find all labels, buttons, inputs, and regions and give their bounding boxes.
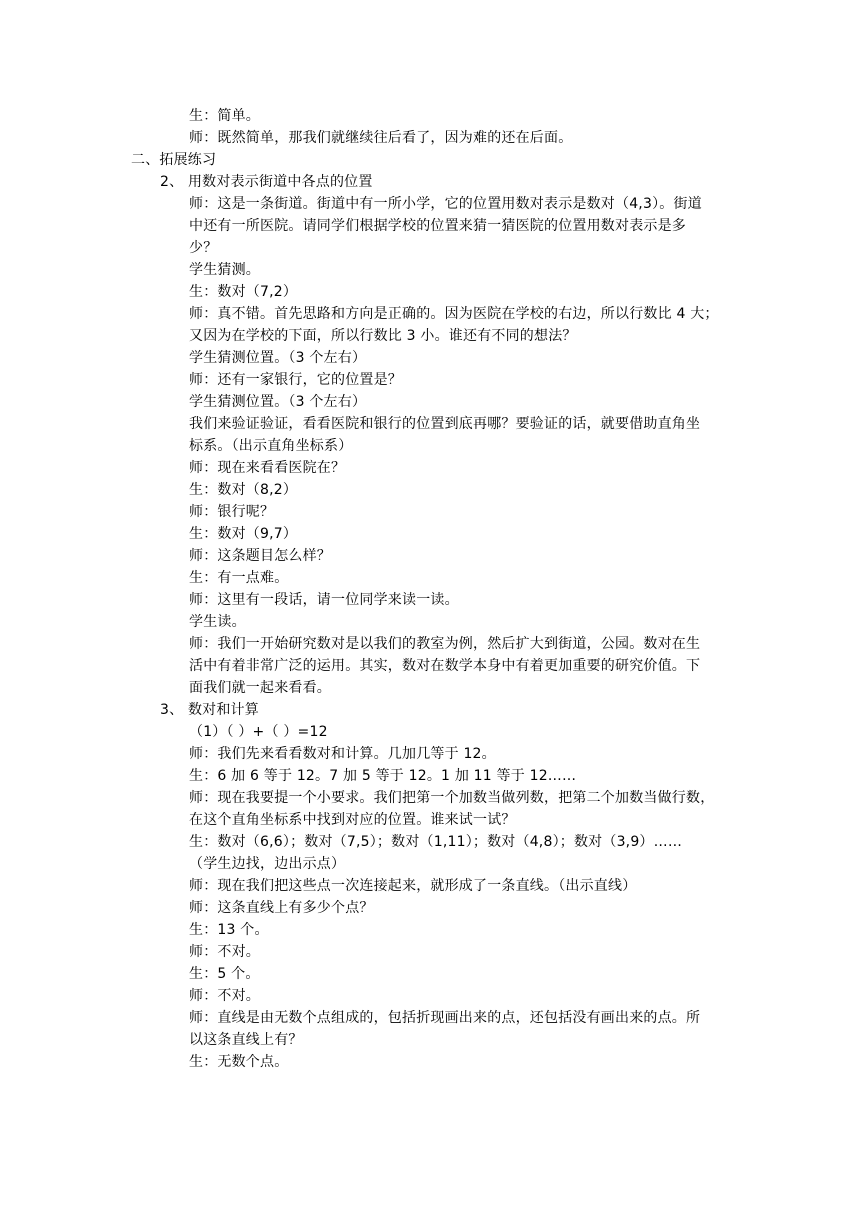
dialogue-line: 生：数对（8,2） [189,482,298,498]
dialogue-line: 中还有一所医院。请同学们根据学校的位置来猜一猜医院的位置用数对表示是多 [189,218,686,234]
dialogue-line: 师：这是一条街道。街道中有一所小学，它的位置用数对表示是数对（4,3）。街道 [189,196,702,212]
dialogue-line: 生：有一点难。 [189,570,289,586]
dialogue-line: 师：这条直线上有多少个点？ [189,900,374,916]
dialogue-line: 师：现在来看看医院在？ [189,460,346,476]
subsection-heading: 2、 用数对表示街道中各点的位置 [160,174,373,190]
dialogue-line: 师：不对。 [189,988,260,1004]
dialogue-line: 生：13 个。 [189,922,269,938]
dialogue-line: 学生猜测。 [189,262,260,278]
dialogue-line: 师：直线是由无数个点组成的，包括折现画出来的点，还包括没有画出来的点。所 [189,1010,701,1026]
dialogue-line: 在这个直角坐标系中找到对应的位置。谁来试一试？ [189,812,516,828]
dialogue-line: 又因为在学校的下面，所以行数比 3 小。谁还有不同的想法？ [189,328,577,344]
dialogue-line: 以这条直线上有？ [189,1032,303,1048]
dialogue-line: 师：我们先来看看数对和计算。几加几等于 12。 [189,746,496,762]
dialogue-line: 面我们就一起来看看。 [189,680,331,696]
dialogue-line: 师：我们一开始研究数对是以我们的教室为例，然后扩大到街道，公园。数对在生 [189,636,701,652]
dialogue-line: 师：不对。 [189,944,260,960]
dialogue-line: 学生读。 [189,614,246,630]
dialogue-line: 标系。（出示直角坐标系） [189,438,353,454]
subsection-heading: 3、 数对和计算 [160,702,259,718]
dialogue-line: 师：这条题目怎么样？ [189,548,331,564]
dialogue-line: 师：真不错。首先思路和方向是正确的。因为医院在学校的右边，所以行数比 4 大； [189,306,719,322]
dialogue-line: 生：数对（6,6）；数对（7,5）；数对（1,11）；数对（4,8）；数对（3,9）…… [189,834,683,850]
dialogue-line: 活中有着非常广泛的运用。其实，数对在数学本身中有着更加重要的研究价值。下 [189,658,701,674]
dialogue-line: 生：简单。 [189,108,260,124]
dialogue-line: 师：还有一家银行，它的位置是？ [189,372,402,388]
dialogue-line: 师：既然简单，那我们就继续往后看了，因为难的还在后面。 [189,130,573,146]
dialogue-line: 师：这里有一段话，请一位同学来读一读。 [189,592,459,608]
dialogue-line: 生：5 个。 [189,966,260,982]
dialogue-line: 生：数对（7,2） [189,284,298,300]
dialogue-line: 师：银行呢？ [189,504,275,520]
dialogue-line: 学生猜测位置。（3 个左右） [189,350,367,366]
dialogue-line: 生：6 加 6 等于 12。7 加 5 等于 12。1 加 11 等于 12…… [189,768,577,784]
equation-line: （1）（ ）+（ ）=12 [189,724,328,740]
dialogue-line: （学生边找，边出示点） [189,856,346,872]
section-heading: 二、拓展练习 [131,152,217,168]
dialogue-line: 我们来验证验证，看看医院和银行的位置到底再哪？要验证的话，就要借助直角坐 [189,416,701,432]
dialogue-line: 生：无数个点。 [189,1054,289,1070]
dialogue-line: 少？ [189,240,218,256]
dialogue-line: 师：现在我们把这些点一次连接起来，就形成了一条直线。（出示直线） [189,878,637,894]
dialogue-line: 生：数对（9,7） [189,526,298,542]
dialogue-line: 学生猜测位置。（3 个左右） [189,394,367,410]
dialogue-line: 师：现在我要提一个小要求。我们把第一个加数当做列数，把第二个加数当做行数， [189,790,715,806]
